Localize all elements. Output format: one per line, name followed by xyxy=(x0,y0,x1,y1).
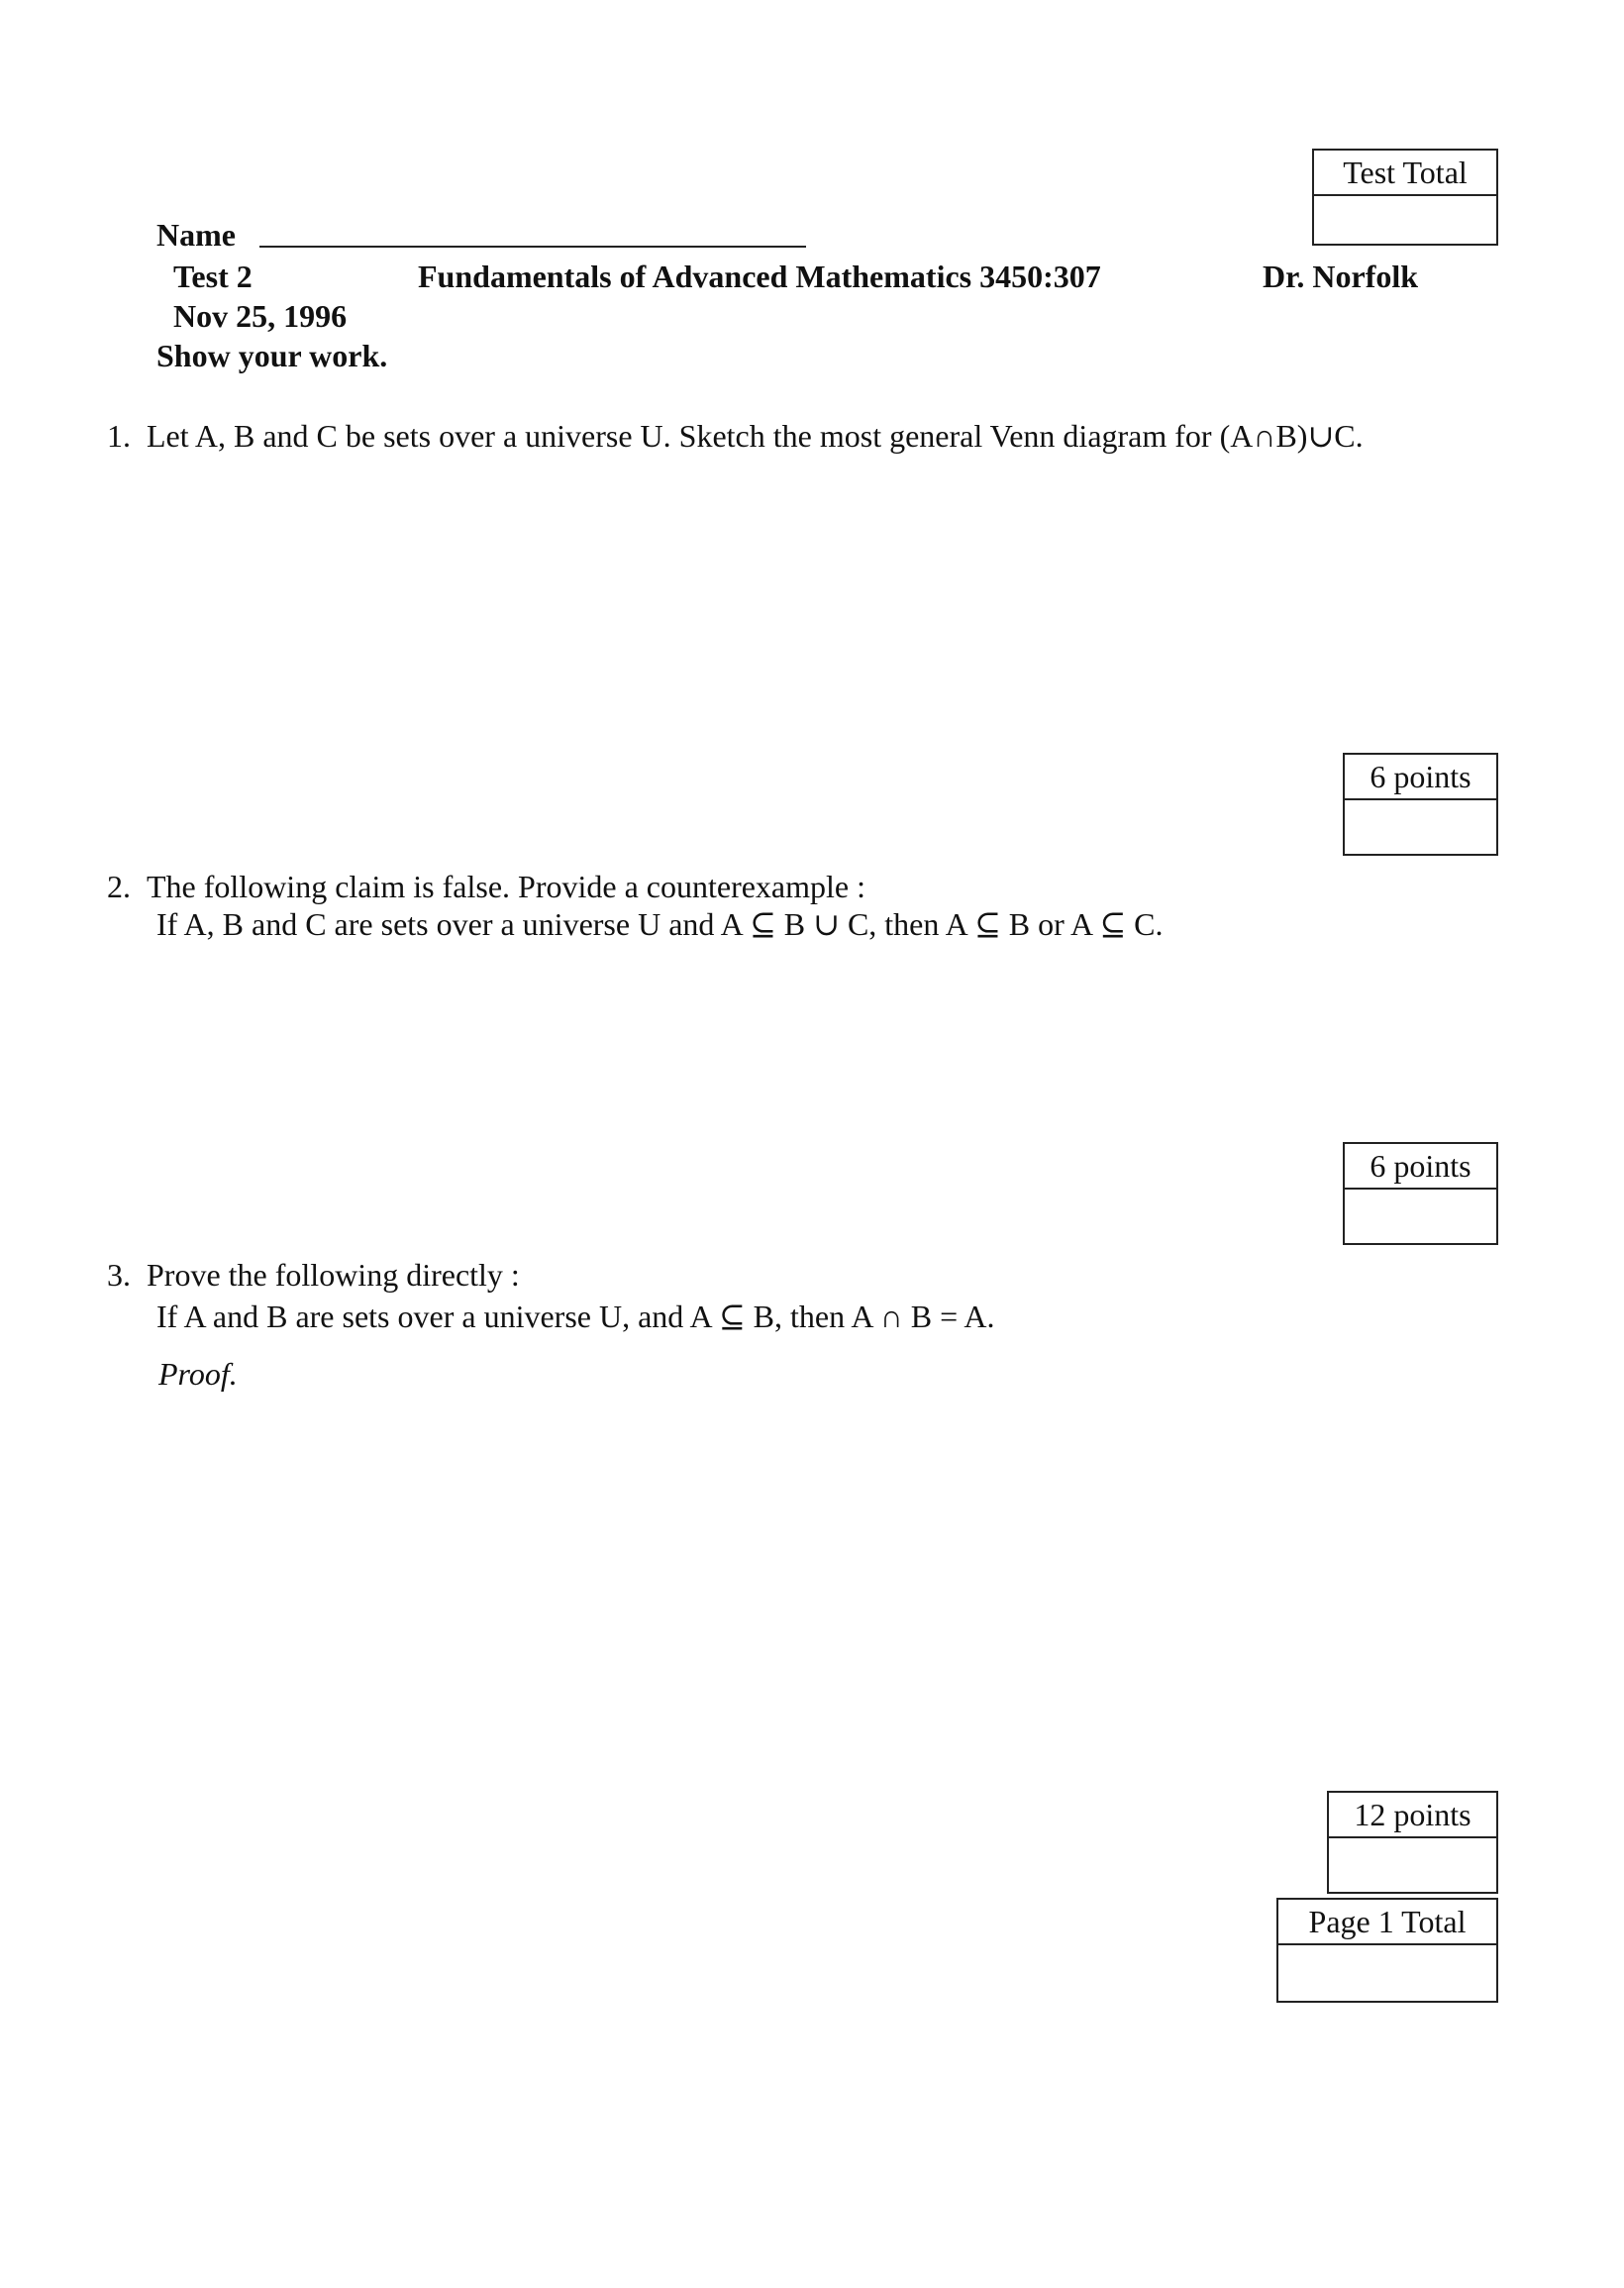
name-label: Name xyxy=(156,217,236,253)
question-3-number: 3. xyxy=(107,1257,131,1293)
question-2-points-label: 6 points xyxy=(1345,1144,1496,1190)
instructions: Show your work. xyxy=(156,338,388,373)
page-total-box xyxy=(1276,1898,1498,2003)
proof-label: Proof. xyxy=(158,1356,238,1392)
question-1-number: 1. xyxy=(107,418,131,454)
question-1-points-label: 6 points xyxy=(1345,755,1496,800)
test-total-box xyxy=(1312,149,1498,246)
question-2-points-box xyxy=(1343,1142,1498,1245)
question-1-score-field[interactable] xyxy=(1345,800,1496,854)
test-total-field[interactable] xyxy=(1314,196,1496,244)
question-2-number: 2. xyxy=(107,869,131,904)
question-1-text: Let A, B and C be sets over a universe U. Sketch the most general Venn diagram for (A∩B)∪C. xyxy=(147,418,1364,454)
page-total-label: Page 1 Total xyxy=(1278,1900,1496,1945)
question-2-text: The following claim is false. Provide a counterexample : xyxy=(147,869,865,904)
question-3-claim: If A and B are sets over a universe U, and A ⊆ B, then A ∩ B = A. xyxy=(156,1299,995,1334)
question-3-text: Prove the following directly : xyxy=(147,1257,520,1293)
question-3-score-field[interactable] xyxy=(1329,1838,1496,1892)
test-total-label: Test Total xyxy=(1314,151,1496,196)
question-2-score-field[interactable] xyxy=(1345,1190,1496,1243)
instructor: Dr. Norfolk xyxy=(1263,259,1419,294)
question-3-points-box xyxy=(1327,1791,1498,1894)
question-2-claim: If A, B and C are sets over a universe U and A ⊆ B ∪ C, then A ⊆ B or A ⊆ C. xyxy=(156,906,1164,942)
course-title: Fundamentals of Advanced Mathematics 3450:307 xyxy=(418,259,1101,294)
question-1-points-box xyxy=(1343,753,1498,856)
page-total-field[interactable] xyxy=(1278,1945,1496,2001)
name-field[interactable] xyxy=(259,216,806,248)
question-3-points-label: 12 points xyxy=(1329,1793,1496,1838)
test-number: Test 2 xyxy=(173,259,253,294)
test-date: Nov 25, 1996 xyxy=(173,298,348,334)
